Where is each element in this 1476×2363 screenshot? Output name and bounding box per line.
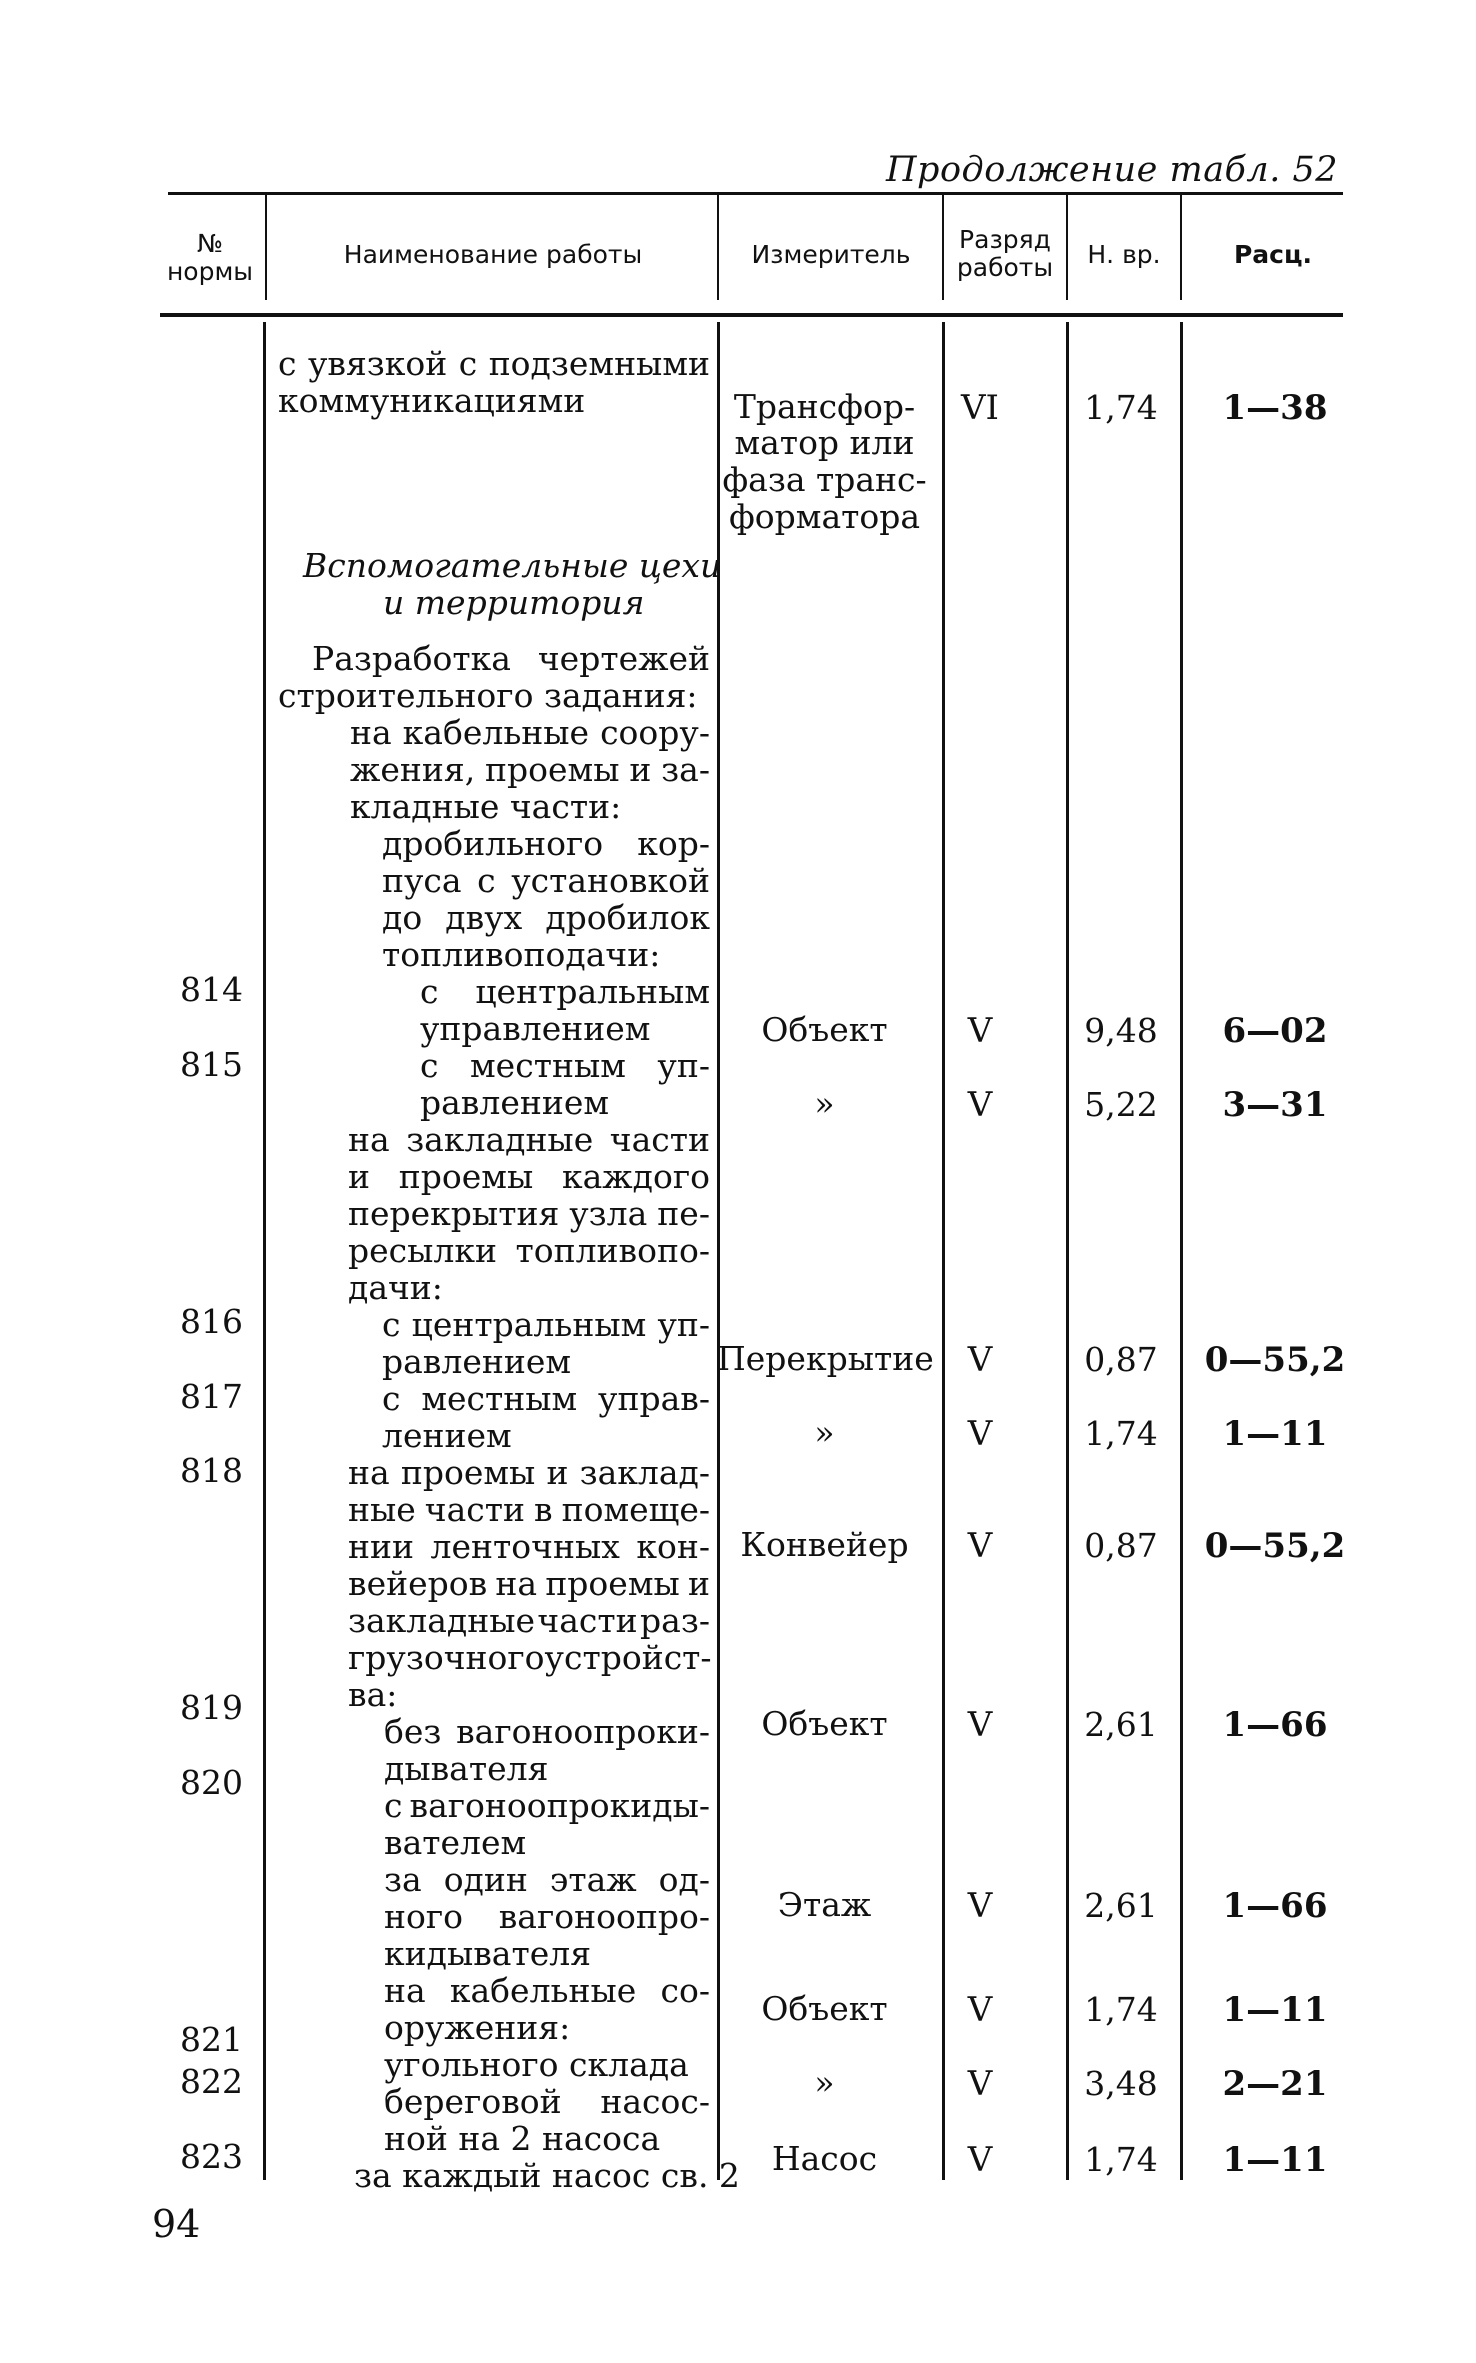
time-norm-value: 1,74 (1084, 1990, 1158, 2029)
word: од- (658, 1860, 710, 1899)
unit-value: » (814, 2063, 835, 2102)
grade-value: VI (961, 388, 999, 428)
word: и (348, 1157, 370, 1196)
word: грузочного (348, 1638, 545, 1677)
work-name-line (348, 1602, 710, 1639)
word: ленточных (430, 1527, 620, 1566)
work-name-line (382, 1380, 710, 1417)
word: проемы (485, 750, 620, 789)
header-time-norm: Н. вр. (1087, 239, 1161, 269)
price-value: 1—11 (1222, 2140, 1328, 2180)
word: местным (470, 1046, 626, 1085)
price-value: 0—55,2 (1204, 1340, 1346, 1380)
time-norm-value: 1,74 (1084, 2140, 1158, 2179)
grade-value: V (967, 1011, 993, 1051)
work-name-line: равлением (382, 1342, 572, 1381)
header-divider (1180, 195, 1182, 300)
word: нии (348, 1527, 414, 1566)
table-continuation-caption: Продолжение табл. 52 (886, 150, 1338, 190)
word: раз- (640, 1601, 710, 1640)
work-name-line: управлением (420, 1009, 651, 1048)
word: части (537, 1601, 638, 1640)
column-divider (263, 322, 266, 2180)
word: со- (660, 1971, 710, 2010)
time-norm-value: 1,74 (1084, 388, 1158, 427)
work-name-line: дачи: (348, 1268, 443, 1307)
norm-number: 821 (180, 2020, 243, 2059)
word: ного (384, 1897, 464, 1936)
norm-number: 815 (180, 1045, 243, 1084)
word: чертежей (537, 639, 710, 678)
word: на (384, 1971, 426, 2010)
word: вейеров (348, 1564, 488, 1603)
word: с (278, 344, 297, 383)
word: кабельные (402, 713, 590, 752)
word: пуса (382, 861, 462, 900)
unit-value: Объект (761, 1989, 888, 2028)
word: уп- (657, 1305, 710, 1344)
grade-value: V (967, 1526, 993, 1566)
norm-number: 816 (180, 1302, 243, 1341)
word: части (424, 1490, 526, 1529)
time-norm-value: 3,48 (1084, 2064, 1158, 2103)
unit-value: Трансфор- (733, 387, 916, 426)
work-name-line (348, 1491, 710, 1528)
unit-value: Объект (761, 1704, 888, 1743)
word: помеще- (561, 1490, 710, 1529)
word: центральным (411, 1305, 647, 1344)
word: соору- (600, 713, 710, 752)
word: закладные (406, 1120, 594, 1159)
word: вагоноопрокиды- (409, 1786, 710, 1825)
page-number: 94 (152, 2202, 201, 2246)
grade-value: V (967, 1414, 993, 1454)
word: ные (348, 1490, 416, 1529)
word: каждого (561, 1157, 710, 1196)
word: один (443, 1860, 528, 1899)
grade-value: V (967, 1886, 993, 1926)
norm-number: 817 (180, 1377, 243, 1416)
word: с (477, 861, 496, 900)
price-value: 1—66 (1222, 1705, 1328, 1745)
header-unit: Измеритель (751, 239, 911, 269)
word: и (687, 1564, 710, 1603)
time-norm-value: 2,61 (1084, 1886, 1158, 1925)
time-norm-value: 2,61 (1084, 1705, 1158, 1744)
word: проемы (398, 1157, 534, 1196)
word: жения, (350, 750, 476, 789)
grade-value: V (967, 2064, 993, 2104)
norm-number: 823 (180, 2137, 243, 2176)
price-value: 1—38 (1222, 388, 1328, 428)
work-name-line (384, 2083, 710, 2120)
word: вагоноопро- (498, 1897, 710, 1936)
work-name-line (348, 1158, 710, 1195)
work-name-line (348, 1121, 710, 1158)
header-bottom-rule (160, 313, 1343, 317)
word: с (384, 1786, 403, 1825)
work-name-line (420, 973, 710, 1010)
word: центральным (475, 972, 710, 1011)
word: кор- (637, 824, 710, 863)
word: уп- (657, 1046, 710, 1085)
word: с (420, 1046, 439, 1085)
unit-value: форматора (728, 497, 921, 536)
word: за- (661, 750, 710, 789)
word: узла (569, 1194, 648, 1233)
word: вагоноопроки- (456, 1712, 710, 1751)
work-name-line: кладные части: (350, 787, 622, 826)
work-name-line (384, 1861, 710, 1898)
header-price: Расц. (1233, 239, 1313, 269)
work-name-line: за каждый насос св. 2 (354, 2156, 740, 2195)
header-divider (1066, 195, 1068, 300)
section-title-line: и территория (383, 583, 645, 622)
time-norm-value: 0,87 (1084, 1340, 1158, 1379)
word: этаж (549, 1860, 637, 1899)
work-name-line: вателем (384, 1823, 527, 1862)
word: с (382, 1305, 401, 1344)
word: с (420, 972, 439, 1011)
time-norm-value: 1,74 (1084, 1414, 1158, 1453)
section-title-line: Вспомогательные цехи (303, 546, 722, 585)
unit-value: фаза транс- (722, 460, 927, 499)
unit-value: Конвейер (740, 1525, 909, 1564)
work-name-line: ной на 2 насоса (384, 2119, 661, 2158)
price-value: 1—11 (1222, 1990, 1328, 2030)
unit-value: » (814, 1084, 835, 1123)
work-name-line (384, 1713, 710, 1750)
work-name-line: коммуникациями (278, 381, 586, 420)
norm-number: 814 (180, 970, 243, 1009)
work-name-line (382, 899, 710, 936)
word: пе- (657, 1194, 710, 1233)
word: на (348, 1453, 390, 1492)
work-name-line (348, 1232, 710, 1269)
price-value: 1—11 (1222, 1414, 1328, 1454)
work-name-line (312, 640, 710, 677)
header-divider (942, 195, 944, 300)
header-top-rule (168, 192, 1343, 195)
price-value: 3—31 (1222, 1085, 1328, 1125)
word: закладные (348, 1601, 536, 1640)
time-norm-value: 5,22 (1084, 1085, 1158, 1124)
grade-value: V (967, 1340, 993, 1380)
grade-value: V (967, 1085, 993, 1125)
work-name-line (350, 751, 710, 788)
word: заклад- (579, 1453, 710, 1492)
price-value: 2—21 (1222, 2064, 1328, 2104)
word: до (382, 898, 423, 937)
unit-value: Насос (771, 2139, 878, 2178)
work-name-line: топливоподачи: (382, 935, 661, 974)
header-norm-number: № нормы (166, 229, 254, 286)
price-value: 1—66 (1222, 1886, 1328, 1926)
word: части (609, 1120, 710, 1159)
word: двух (445, 898, 523, 937)
grade-value: V (967, 1705, 993, 1745)
work-name-line (382, 862, 710, 899)
header-work-name: Наименование работы (343, 239, 643, 269)
unit-value: » (814, 1413, 835, 1452)
header-grade: Разряд работы (956, 225, 1054, 282)
unit-value: Перекрытие (717, 1339, 934, 1378)
word: топливопо- (515, 1231, 710, 1270)
word: дробильного (382, 824, 604, 863)
word: в (534, 1490, 553, 1529)
norm-number: 822 (180, 2062, 243, 2101)
word: установкой (511, 861, 710, 900)
header-divider (265, 195, 267, 300)
word: и (546, 1453, 569, 1492)
work-name-line (384, 1898, 710, 1935)
work-name-line (348, 1565, 710, 1602)
word: ресылки (348, 1231, 497, 1270)
work-name-line: кидывателя (384, 1934, 592, 1973)
word: без (384, 1712, 442, 1751)
word: на (350, 713, 392, 752)
price-value: 0—55,2 (1204, 1526, 1346, 1566)
work-name-line: оружения: (384, 2008, 571, 2047)
unit-value: Объект (761, 1010, 888, 1049)
word: подземными (488, 344, 710, 383)
work-name-line: дывателя (384, 1749, 549, 1788)
time-norm-value: 9,48 (1084, 1011, 1158, 1050)
word: кон- (636, 1527, 710, 1566)
work-name-line: лением (382, 1416, 512, 1455)
word: и (629, 750, 652, 789)
work-name-line (348, 1454, 710, 1491)
work-name-line (382, 1306, 710, 1343)
time-norm-value: 0,87 (1084, 1526, 1158, 1565)
work-name-line (382, 825, 710, 862)
word: с (382, 1379, 401, 1418)
grade-value: V (967, 2140, 993, 2180)
work-name-line (348, 1195, 710, 1232)
word: устройст- (544, 1638, 712, 1677)
word: кабельные (449, 1971, 637, 2010)
word: с (458, 344, 478, 383)
grade-value: V (967, 1990, 993, 2030)
work-name-line: ва: (348, 1675, 398, 1714)
word: Разработка (312, 639, 511, 678)
word: увязкой (307, 344, 448, 383)
work-name-line (348, 1639, 710, 1676)
work-name-line (384, 1787, 710, 1824)
norm-number: 819 (180, 1688, 243, 1727)
work-name-line (384, 1972, 710, 2009)
word: на (495, 1564, 538, 1603)
word: местным (421, 1379, 578, 1418)
work-name-line (420, 1047, 710, 1084)
word: береговой (384, 2082, 562, 2121)
work-name-line (278, 345, 710, 382)
work-name-line (348, 1528, 710, 1565)
word: проемы (400, 1453, 536, 1492)
word: управ- (598, 1379, 710, 1418)
word: на (348, 1120, 390, 1159)
price-value: 6—02 (1222, 1011, 1328, 1051)
work-name-line (350, 714, 710, 751)
work-name-line: строительного задания: (278, 676, 698, 715)
work-name-line: угольного склада (384, 2045, 689, 2084)
word: дробилок (545, 898, 710, 937)
word: насос- (600, 2082, 710, 2121)
word: перекрытия (348, 1194, 560, 1233)
word: проемы (545, 1564, 680, 1603)
header-divider (717, 195, 719, 300)
norm-number: 818 (180, 1451, 243, 1490)
work-name-line: равлением (420, 1083, 610, 1122)
unit-value: матор или (734, 423, 915, 462)
unit-value: Этаж (777, 1885, 872, 1924)
word: за (384, 1860, 422, 1899)
norm-number: 820 (180, 1763, 243, 1802)
